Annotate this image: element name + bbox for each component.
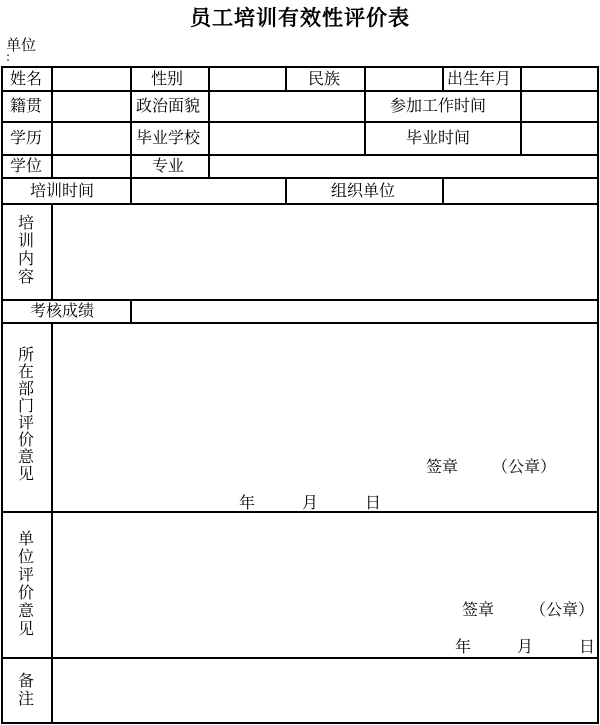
ethnicity-label: 民族 xyxy=(308,69,341,88)
dept-seal-label: 签章 xyxy=(426,457,459,476)
form-border xyxy=(2,67,598,723)
work-start-time-label: 参加工作时间 xyxy=(390,96,487,115)
unit-day-label: 日 xyxy=(579,637,596,656)
native-place-label: 籍贯 xyxy=(10,96,43,115)
unit-label: 单位 xyxy=(6,36,37,54)
form-title: 员工培训有效性评价表 xyxy=(190,6,410,30)
unit-official-seal-label: （公章） xyxy=(530,600,595,619)
unit-seal-label: 签章 xyxy=(462,600,495,619)
birth-date-label: 出生年月 xyxy=(447,69,512,88)
education-label: 学历 xyxy=(10,128,43,147)
assessment-score-label: 考核成绩 xyxy=(30,301,95,320)
unit-month-label: 月 xyxy=(517,637,534,656)
graduated-school-label: 毕业学校 xyxy=(136,128,201,147)
unit-year-label: 年 xyxy=(455,637,472,656)
organizer-label: 组织单位 xyxy=(331,181,396,200)
gender-label: 性别 xyxy=(151,69,184,88)
dept-month-label: 月 xyxy=(302,493,319,512)
degree-label: 学位 xyxy=(10,156,43,175)
unit-colon: : xyxy=(6,50,11,64)
political-status-label: 政治面貌 xyxy=(136,96,201,115)
training-content-label: 培训内容 xyxy=(17,213,34,286)
graduation-time-label: 毕业时间 xyxy=(406,128,471,147)
major-label: 专业 xyxy=(152,156,185,175)
unit-evaluation-label: 单位评价意见 xyxy=(17,529,34,638)
training-time-label: 培训时间 xyxy=(30,181,95,200)
dept-year-label: 年 xyxy=(239,493,256,512)
remarks-label: 备注 xyxy=(17,671,34,708)
dept-day-label: 日 xyxy=(365,493,382,512)
dept-official-seal-label: （公章） xyxy=(492,457,557,476)
name-label: 姓名 xyxy=(10,69,43,88)
dept-evaluation-label: 所在部门评价意见 xyxy=(17,345,34,483)
